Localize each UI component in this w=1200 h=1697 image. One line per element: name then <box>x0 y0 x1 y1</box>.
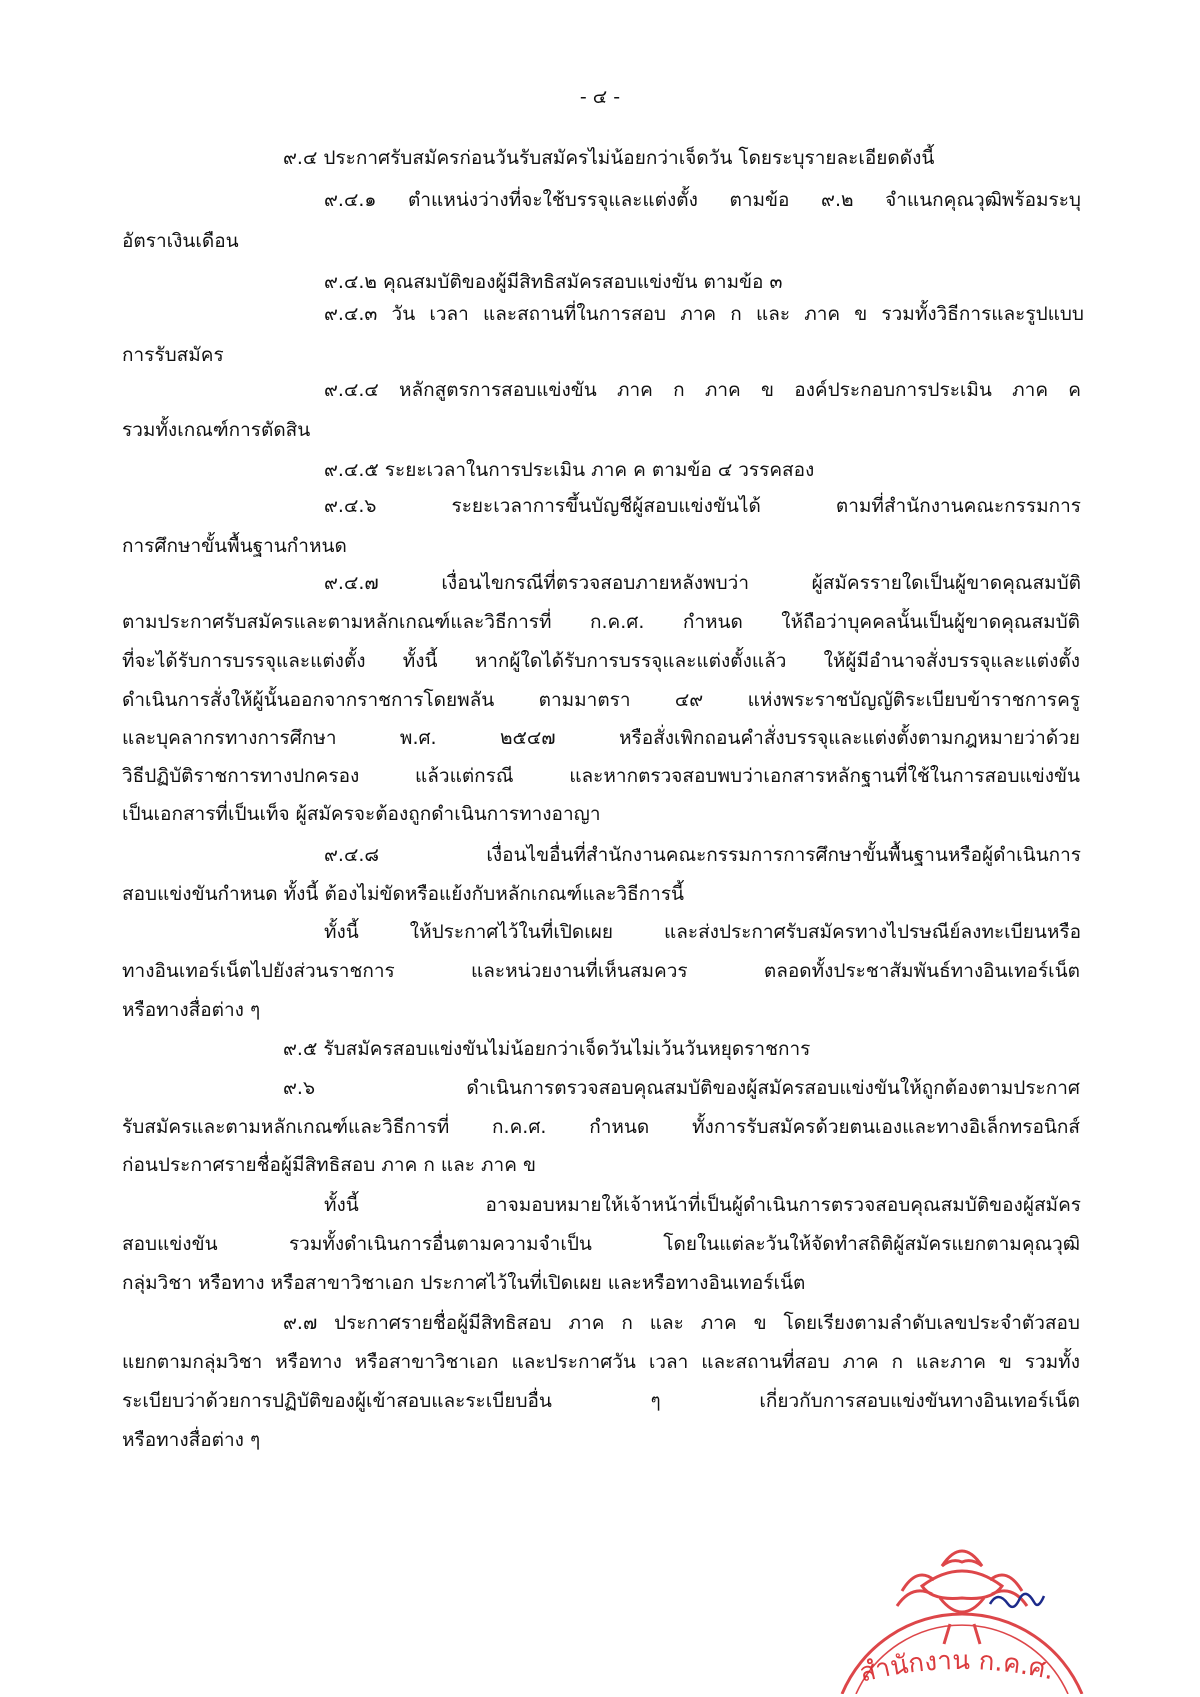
text-line: หรือทางสื่อต่าง ๆ <box>122 999 261 1021</box>
text-line: วิธีปฏิบัติราชการทางปกครอง แล้วแต่กรณี และหากตรวจสอบพบว่าเอกสารหลักฐานที่ใช้ในการสอบแข่งขัน <box>122 765 1080 787</box>
text-line: และบุคลากรทางการศึกษา พ.ศ. ๒๕๔๗ หรือสั่งเพิกถอนคำสั่งบรรจุและแต่งตั้งตามกฎหมายว่าด้วย <box>122 727 1080 749</box>
text-line: ทั้งนี้ ให้ประกาศไว้ในที่เปิดเผย และส่งประกาศรับสมัครทางไปรษณีย์ลงทะเบียนหรือ <box>324 921 1081 943</box>
text-line: ๙.๔.๓ วัน เวลา และสถานที่ในการสอบ ภาค ก และ ภาค ข รวมทั้งวิธีการและรูปแบบ <box>324 303 1084 325</box>
text-line: ๙.๔.๗ เงื่อนไขกรณีที่ตรวจสอบภายหลังพบว่า ผู้สมัครรายใดเป็นผู้ขาดคุณสมบัติ <box>324 572 1081 594</box>
text-line: อัตราเงินเดือน <box>122 230 239 252</box>
text-line: ทั้งนี้ อาจมอบหมายให้เจ้าหน้าที่เป็นผู้ดำเนินการตรวจสอบคุณสมบัติของผู้สมัคร <box>324 1194 1081 1216</box>
text-line: ทางอินเทอร์เน็ตไปยังส่วนราชการ และหน่วยงานที่เห็นสมควร ตลอดทั้งประชาสัมพันธ์ทางอินเทอร์เน็ต <box>122 960 1080 982</box>
text-line: สอบแข่งขันกำหนด ทั้งนี้ ต้องไม่ขัดหรือแย้งกับหลักเกณฑ์และวิธีการนี้ <box>122 883 685 905</box>
text-line: การรับสมัคร <box>122 344 224 366</box>
text-line: ตามประกาศรับสมัครและตามหลักเกณฑ์และวิธีการที่ ก.ค.ศ. กำหนด ให้ถือว่าบุคคลนั้นเป็นผู้ขาดคุณสมบัติ <box>122 611 1080 633</box>
text-line: ดำเนินการสั่งให้ผู้นั้นออกจากราชการโดยพลัน ตามมาตรา ๔๙ แห่งพระราชบัญญัติระเบียบข้าราชการครู <box>122 689 1080 711</box>
text-line: กลุ่มวิชา หรือทาง หรือสาขาวิชาเอก ประกาศไว้ในที่เปิดเผย และหรือทางอินเทอร์เน็ต <box>122 1272 806 1294</box>
text-line: ก่อนประกาศรายชื่อผู้มีสิทธิสอบ ภาค ก และ ภาค ข <box>122 1154 536 1176</box>
text-line: ๙.๔.๑ ตำแหน่งว่างที่จะใช้บรรจุและแต่งตั้ง ตามข้อ ๙.๒ จำแนกคุณวุฒิพร้อมระบุ <box>324 189 1081 211</box>
text-line: การศึกษาขั้นพื้นฐานกำหนด <box>122 535 347 557</box>
text-line: ๙.๔.๖ ระยะเวลาการขึ้นบัญชีผู้สอบแข่งขันได้ ตามที่สำนักงานคณะกรรมการ <box>324 495 1081 517</box>
text-line: รวมทั้งเกณฑ์การตัดสิน <box>122 419 311 441</box>
text-line: เป็นเอกสารที่เป็นเท็จ ผู้สมัครจะต้องถูกดำเนินการทางอาญา <box>122 803 601 825</box>
text-line: ๙.๔ ประกาศรับสมัครก่อนวันรับสมัครไม่น้อยกว่าเจ็ดวัน โดยระบุรายละเอียดดังนี้ <box>283 147 935 169</box>
text-line: สอบแข่งขัน รวมทั้งดำเนินการอื่นตามความจำเป็น โดยในแต่ละวันให้จัดทำสถิติผู้สมัครแยกตามคุณวุฒิ <box>122 1233 1080 1255</box>
official-seal-stamp <box>822 1506 1102 1694</box>
text-line: ๙.๔.๒ คุณสมบัติของผู้มีสิทธิสมัครสอบแข่งขัน ตามข้อ ๓ <box>324 271 783 293</box>
text-line: ระเบียบว่าด้วยการปฏิบัติของผู้เข้าสอบและระเบียบอื่น ๆ เกี่ยวกับการสอบแข่งขันทางอินเทอร์เน็ต <box>122 1390 1080 1412</box>
text-line: รับสมัครและตามหลักเกณฑ์และวิธีการที่ ก.ค.ศ. กำหนด ทั้งการรับสมัครด้วยตนเองและทางอิเล็กทรอนิกส์ <box>122 1116 1080 1138</box>
text-line: ๙.๕ รับสมัครสอบแข่งขันไม่น้อยกว่าเจ็ดวันไม่เว้นวันหยุดราชการ <box>283 1038 811 1060</box>
text-line: ๙.๖ ดำเนินการตรวจสอบคุณสมบัติของผู้สมัครสอบแข่งขันให้ถูกต้องตามประกาศ <box>283 1077 1080 1099</box>
page-number: - ๔ - <box>579 86 621 108</box>
text-line: ๙.๔.๔ หลักสูตรการสอบแข่งขัน ภาค ก ภาค ข องค์ประกอบการประเมิน ภาค ค <box>324 379 1081 401</box>
text-line: แยกตามกลุ่มวิชา หรือทาง หรือสาขาวิชาเอก และประกาศวัน เวลา และสถานที่สอบ ภาค ก และภาค ข รวมทั้ง <box>122 1351 1080 1373</box>
text-line: ที่จะได้รับการบรรจุและแต่งตั้ง ทั้งนี้ หากผู้ใดได้รับการบรรจุและแต่งตั้งแล้ว ให้ผู้มีอำนาจสั่งบรรจุและแต่งตั้ง <box>122 650 1080 672</box>
text-line: ๙.๔.๕ ระยะเวลาในการประเมิน ภาค ค ตามข้อ ๔ วรรคสอง <box>324 459 815 481</box>
stamp-text: สำนักงาน ก.ค.ศ. <box>857 1645 1057 1689</box>
text-line: ๙.๔.๘ เงื่อนไขอื่นที่สำนักงานคณะกรรมการการศึกษาขั้นพื้นฐานหรือผู้ดำเนินการ <box>324 844 1081 866</box>
text-line: หรือทางสื่อต่าง ๆ <box>122 1429 261 1451</box>
text-line: ๙.๗ ประกาศรายชื่อผู้มีสิทธิสอบ ภาค ก และ ภาค ข โดยเรียงตามลำดับเลขประจำตัวสอบ <box>283 1312 1080 1334</box>
